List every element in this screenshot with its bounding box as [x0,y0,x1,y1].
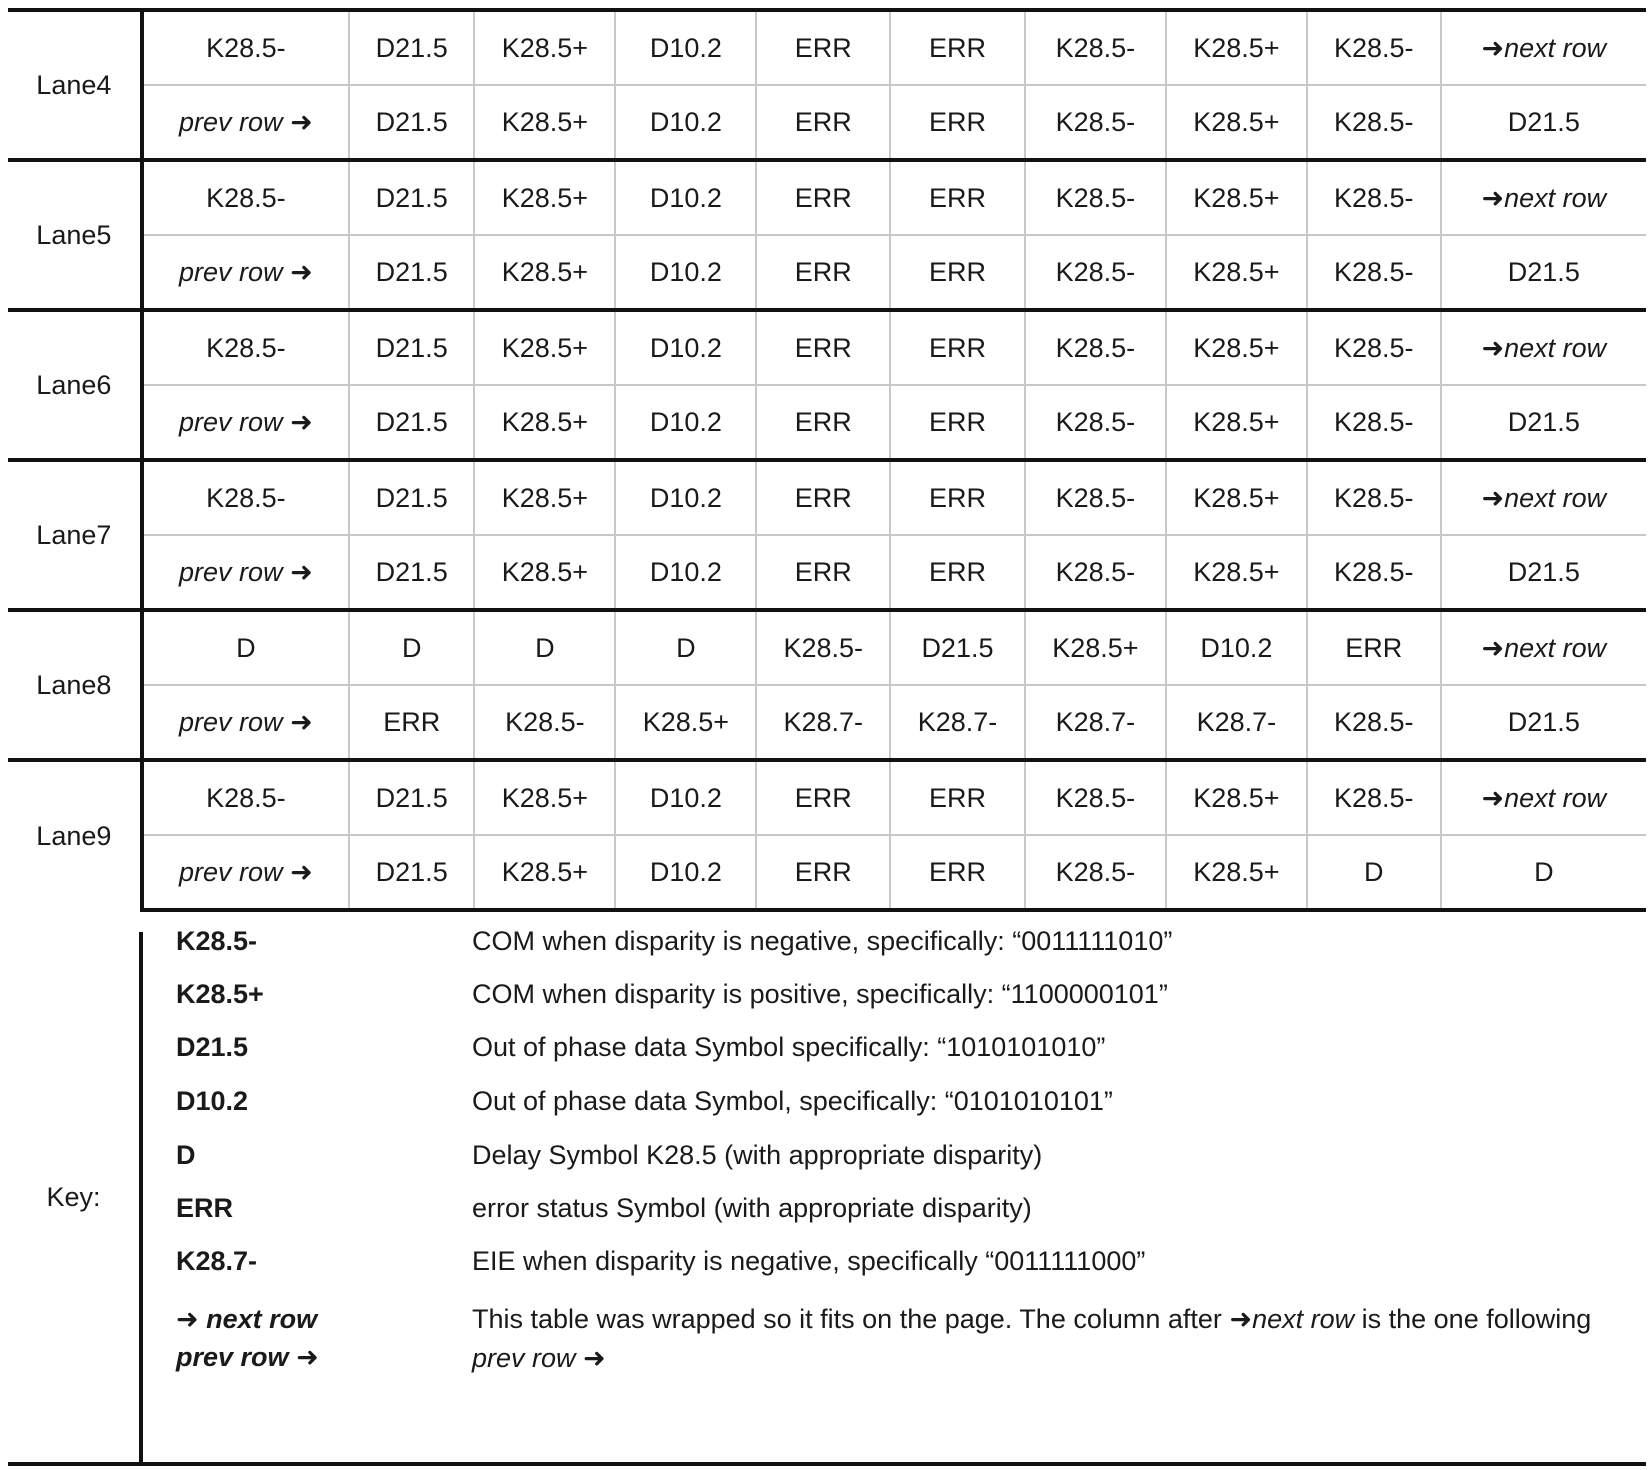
symbol-cell: ERR [756,235,890,310]
key-desc-wrap [472,1300,1622,1378]
next-row-marker [1441,160,1646,235]
symbol-cell: D10.2 [1166,610,1307,685]
symbol-cell: ERR [890,460,1025,535]
arrow-right-icon: ➜ [290,556,313,587]
symbol-cell: K28.5- [756,610,890,685]
prev-row-marker [142,685,349,760]
lane-row-bottom [8,685,1646,760]
next-row-marker [1441,10,1646,85]
symbol-cell: K28.5+ [474,385,615,460]
next-row-label: next row [1504,32,1607,63]
symbol-cell: ERR [756,85,890,160]
symbol-cell: K28.5+ [1166,535,1307,610]
symbol-cell: K28.5+ [1166,310,1307,385]
next-row-label: next row [1504,782,1607,813]
symbol-cell: K28.5+ [474,310,615,385]
symbol-cell: ERR [890,835,1025,910]
symbol-cell: K28.7- [756,685,890,760]
key-description: Delay Symbol K28.5 (with appropriate disparity) [472,1140,1043,1170]
symbol-cell: D10.2 [615,235,756,310]
arrow-right-icon: ➜ [1481,332,1505,363]
symbol-cell: D21.5 [1441,235,1646,310]
lane-label: Lane6 [8,310,142,460]
symbol-cell: ERR [756,835,890,910]
symbol-cell: K28.5+ [615,685,756,760]
symbol-cell: D21.5 [349,10,474,85]
prev-row-label: prev row [472,1343,576,1373]
lane-label: Lane7 [8,460,142,610]
symbol-cell: K28.5- [1025,310,1166,385]
symbol-cell: K28.5- [142,160,349,235]
symbol-cell: ERR [890,535,1025,610]
symbol-cell: K28.5- [1307,685,1441,760]
lane-row-top [8,610,1646,685]
lane-row-top [8,460,1646,535]
arrow-right-icon: ➜ [296,1342,319,1372]
symbol-cell: K28.5- [1025,160,1166,235]
arrow-right-icon: ➜ [1481,482,1505,513]
symbol-cell: ERR [756,160,890,235]
symbol-cell: D21.5 [349,385,474,460]
lane-row-top [8,10,1646,85]
prev-row-marker [142,235,349,310]
lane-row-bottom [8,835,1646,910]
key-symbol: ERR [176,1193,234,1223]
arrow-right-icon: ➜ [290,706,313,737]
lane-row-top [8,160,1646,235]
next-row-label: next row [1252,1304,1355,1334]
arrow-right-icon: ➜ [290,106,313,137]
symbol-cell: ERR [756,535,890,610]
symbol-cell: K28.5- [1025,535,1166,610]
prev-row-marker [142,85,349,160]
symbol-cell: D10.2 [615,835,756,910]
symbol-cell: K28.5+ [1166,85,1307,160]
symbol-cell: K28.5- [1025,385,1166,460]
symbol-cell: K28.5- [1307,235,1441,310]
arrow-right-icon: ➜ [290,256,313,287]
symbol-cell: K28.5- [142,310,349,385]
lane-row-bottom [8,385,1646,460]
next-row-label: next row [1504,182,1607,213]
symbol-cell: K28.5- [1307,760,1441,835]
symbol-cell: D [142,610,349,685]
prev-row-label: prev row [176,1342,289,1372]
next-row-marker [1441,460,1646,535]
symbol-cell: K28.5+ [1166,835,1307,910]
lane-row-bottom [8,535,1646,610]
symbol-cell: K28.5+ [1166,160,1307,235]
symbol-cell: D21.5 [349,835,474,910]
symbol-cell: K28.5+ [1166,235,1307,310]
key-label: Key: [8,932,143,1462]
wrap-note-text-2: is the one following [1361,1304,1592,1334]
symbol-cell: D21.5 [1441,535,1646,610]
prev-row-label: prev row [179,706,283,737]
symbol-cell: K28.5- [142,460,349,535]
key-description: EIE when disparity is negative, specifically “0011111000” [472,1246,1146,1276]
symbol-cell: ERR [756,10,890,85]
symbol-cell: K28.7- [1166,685,1307,760]
symbol-cell: K28.5- [1025,235,1166,310]
key-description: Out of phase data Symbol specifically: “1010101010” [472,1032,1106,1062]
arrow-right-icon: ➜ [1481,32,1505,63]
symbol-cell: ERR [756,310,890,385]
key-description: COM when disparity is negative, specifically: “0011111010” [472,926,1173,956]
symbol-cell: D10.2 [615,85,756,160]
symbol-cell: D10.2 [615,160,756,235]
symbol-cell: D21.5 [1441,385,1646,460]
arrow-right-icon: ➜ [1481,782,1505,813]
symbol-cell: K28.5+ [474,460,615,535]
symbol-cell: ERR [890,235,1025,310]
prev-row-marker [142,835,349,910]
symbol-cell: D [615,610,756,685]
next-row-marker [1441,760,1646,835]
symbol-cell: D21.5 [349,760,474,835]
key-symbol-wrap [176,1300,456,1376]
lane-row-bottom [8,235,1646,310]
next-row-label: next row [1504,482,1607,513]
symbol-cell: ERR [890,160,1025,235]
arrow-right-icon: ➜ [1481,182,1505,213]
symbol-cell: K28.5- [1025,835,1166,910]
next-row-label: next row [206,1304,318,1334]
symbol-cell: K28.5- [1307,460,1441,535]
symbol-cell: K28.5- [474,685,615,760]
symbol-cell: ERR [756,460,890,535]
symbol-cell: K28.5+ [474,160,615,235]
key-description: Out of phase data Symbol, specifically: “0101010101” [472,1086,1113,1116]
prev-row-marker [142,535,349,610]
next-row-label: next row [1504,632,1607,663]
next-row-marker [1441,310,1646,385]
prev-row-marker [142,385,349,460]
key-symbol: D21.5 [176,1032,249,1062]
symbol-cell: D [1441,835,1646,910]
symbol-cell: K28.5+ [1166,460,1307,535]
lane-row-top [8,310,1646,385]
key-symbol: K28.7- [176,1246,258,1276]
key-description: error status Symbol (with appropriate disparity) [472,1193,1032,1223]
symbol-cell: D21.5 [349,310,474,385]
lane-row-top [8,760,1646,835]
symbol-cell: K28.5- [1307,385,1441,460]
symbol-cell: D10.2 [615,310,756,385]
symbol-cell: D [349,610,474,685]
prev-row-label: prev row [179,556,283,587]
symbol-cell: ERR [890,385,1025,460]
symbol-cell: D21.5 [1441,85,1646,160]
key-symbol: K28.5+ [176,979,264,1009]
symbol-cell: K28.5+ [474,835,615,910]
symbol-cell: K28.5- [1307,85,1441,160]
symbol-cell: K28.5+ [1166,10,1307,85]
symbol-cell: ERR [890,85,1025,160]
symbol-cell: D21.5 [1441,685,1646,760]
symbol-cell: K28.5- [1025,10,1166,85]
symbol-cell: ERR [1307,610,1441,685]
symbol-cell: D21.5 [349,535,474,610]
key-section [8,926,1646,1466]
arrow-right-icon: ➜ [1229,1304,1253,1334]
wrap-note-text-1: This table was wrapped so it fits on the page. The column after [472,1304,1222,1334]
symbol-cell: D10.2 [615,760,756,835]
symbol-cell: K28.5+ [1166,385,1307,460]
symbol-cell: K28.5- [142,10,349,85]
key-symbol: D [176,1140,196,1170]
symbol-cell: K28.7- [890,685,1025,760]
lane-label: Lane8 [8,610,142,760]
symbol-cell: D10.2 [615,535,756,610]
lane-label: Lane4 [8,10,142,160]
next-row-marker [1441,610,1646,685]
lane-label: Lane9 [8,760,142,910]
symbol-cell: D21.5 [890,610,1025,685]
next-row-label: next row [1504,332,1607,363]
symbol-cell: D21.5 [349,235,474,310]
key-symbol: D10.2 [176,1086,249,1116]
symbol-cell: ERR [890,760,1025,835]
symbol-cell: K28.5+ [474,235,615,310]
symbol-cell: K28.7- [1025,685,1166,760]
symbol-cell: K28.5+ [474,10,615,85]
lane-label: Lane5 [8,160,142,310]
symbol-cell: K28.5- [1307,10,1441,85]
symbol-cell: K28.5+ [474,85,615,160]
symbol-cell: D [474,610,615,685]
symbol-cell: ERR [890,310,1025,385]
symbol-cell: D21.5 [349,85,474,160]
symbol-cell: K28.5- [1025,85,1166,160]
arrow-right-icon: ➜ [290,856,313,887]
prev-row-label: prev row [179,106,283,137]
symbol-cell: K28.5- [1307,310,1441,385]
symbol-cell: ERR [756,760,890,835]
lane-symbol-table [8,8,1646,912]
symbol-cell: K28.5+ [474,535,615,610]
symbol-cell: D [1307,835,1441,910]
lane-row-bottom [8,85,1646,160]
arrow-right-icon: ➜ [1481,632,1505,663]
symbol-cell: D10.2 [615,460,756,535]
symbol-cell: ERR [349,685,474,760]
symbol-cell: K28.5+ [1025,610,1166,685]
key-symbol: K28.5- [176,926,258,956]
arrow-right-icon: ➜ [176,1304,199,1334]
prev-row-label: prev row [179,406,283,437]
symbol-cell: K28.5- [1307,160,1441,235]
prev-row-label: prev row [179,256,283,287]
symbol-cell: K28.5- [1307,535,1441,610]
symbol-cell: ERR [890,10,1025,85]
key-description: COM when disparity is positive, specifically: “1100000101” [472,979,1168,1009]
arrow-right-icon: ➜ [290,406,313,437]
symbol-cell: K28.5+ [1166,760,1307,835]
prev-row-label: prev row [179,856,283,887]
symbol-cell: K28.5- [1025,460,1166,535]
arrow-right-icon: ➜ [583,1343,606,1373]
symbol-cell: D10.2 [615,10,756,85]
symbol-cell: ERR [756,385,890,460]
symbol-cell: D10.2 [615,385,756,460]
symbol-cell: D21.5 [349,460,474,535]
symbol-cell: K28.5+ [474,760,615,835]
symbol-cell: D21.5 [349,160,474,235]
symbol-cell: K28.5- [142,760,349,835]
symbol-cell: K28.5- [1025,760,1166,835]
